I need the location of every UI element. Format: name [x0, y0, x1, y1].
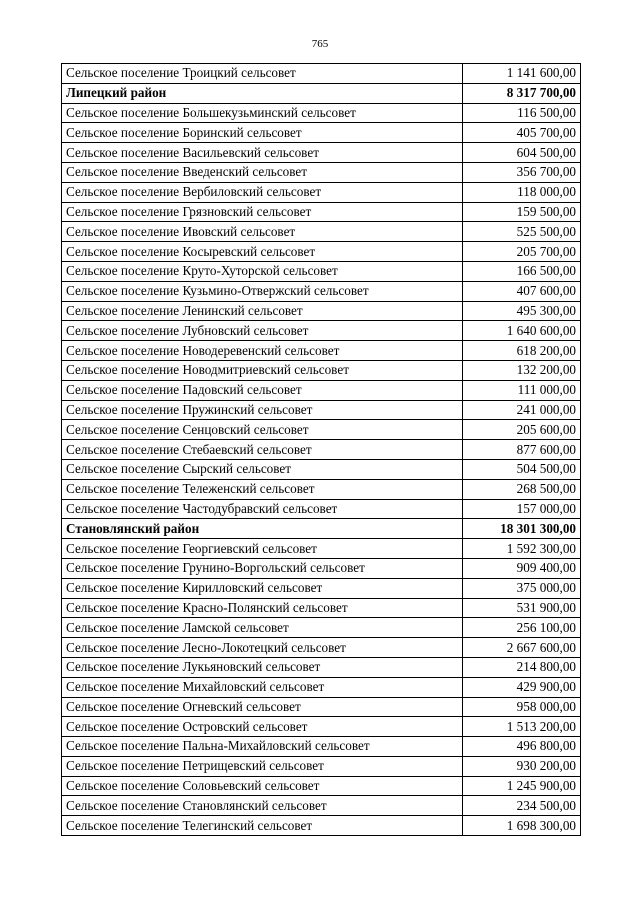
- amount-cell: 241 000,00: [463, 400, 581, 420]
- settlement-name-cell: Сельское поселение Новодмитриевский сельсовет: [62, 360, 463, 380]
- amount-cell: 159 500,00: [463, 202, 581, 222]
- amount-cell: 930 200,00: [463, 756, 581, 776]
- settlement-name-cell: Сельское поселение Георгиевский сельсовет: [62, 539, 463, 559]
- settlement-name-cell: Сельское поселение Новодеревенский сельсовет: [62, 341, 463, 361]
- amount-cell: 429 900,00: [463, 677, 581, 697]
- amount-cell: 118 000,00: [463, 182, 581, 202]
- settlement-name-cell: Сельское поселение Боринский сельсовет: [62, 123, 463, 143]
- table-row: [62, 756, 581, 776]
- table-row: [62, 143, 581, 163]
- settlement-name-cell: Сельское поселение Введенский сельсовет: [62, 162, 463, 182]
- table-row: [62, 281, 581, 301]
- settlement-name-cell: Сельское поселение Лукьяновский сельсовет: [62, 657, 463, 677]
- table-row: [62, 222, 581, 242]
- table-row: [62, 301, 581, 321]
- amount-cell: 1 698 300,00: [463, 816, 581, 836]
- table-row: [62, 242, 581, 262]
- amount-cell: 234 500,00: [463, 796, 581, 816]
- amount-cell: 1 640 600,00: [463, 321, 581, 341]
- table-row: [62, 816, 581, 836]
- settlement-name-cell: Сельское поселение Михайловский сельсовет: [62, 677, 463, 697]
- table-row: [62, 499, 581, 519]
- settlement-name-cell: Сельское поселение Ламской сельсовет: [62, 618, 463, 638]
- amount-cell: 495 300,00: [463, 301, 581, 321]
- amount-cell: 958 000,00: [463, 697, 581, 717]
- settlement-name-cell: Сельское поселение Лесно-Локотецкий сельсовет: [62, 638, 463, 658]
- settlement-name-cell: Сельское поселение Становлянский сельсовет: [62, 796, 463, 816]
- table-row: [62, 162, 581, 182]
- settlement-name-cell: Сельское поселение Лубновский сельсовет: [62, 321, 463, 341]
- page-number: 765: [311, 38, 329, 50]
- table-row: [62, 202, 581, 222]
- settlement-name-cell: Сельское поселение Огневский сельсовет: [62, 697, 463, 717]
- district-amount-cell: 18 301 300,00: [463, 519, 581, 539]
- table-row: [62, 360, 581, 380]
- settlement-name-cell: Сельское поселение Пальна-Михайловский сельсовет: [62, 737, 463, 757]
- table-row: [62, 459, 581, 479]
- table-row: [62, 400, 581, 420]
- table-row: [62, 123, 581, 143]
- amount-cell: 1 245 900,00: [463, 776, 581, 796]
- settlement-name-cell: Сельское поселение Петрищевский сельсовет: [62, 756, 463, 776]
- table-row: [62, 539, 581, 559]
- settlement-name-cell: Сельское поселение Кузьмино-Отвержский сельсовет: [62, 281, 463, 301]
- amount-cell: 525 500,00: [463, 222, 581, 242]
- amount-cell: 909 400,00: [463, 558, 581, 578]
- table-row: [62, 341, 581, 361]
- settlement-name-cell: Сельское поселение Кирилловский сельсовет: [62, 578, 463, 598]
- budget-table: [61, 63, 581, 836]
- table-row: [62, 103, 581, 123]
- table-row: [62, 420, 581, 440]
- settlement-name-cell: Сельское поселение Островский сельсовет: [62, 717, 463, 737]
- settlement-name-cell: Сельское поселение Ивовский сельсовет: [62, 222, 463, 242]
- table-row: [62, 598, 581, 618]
- amount-cell: 2 667 600,00: [463, 638, 581, 658]
- table-row: [62, 717, 581, 737]
- table-row: [62, 677, 581, 697]
- amount-cell: 205 700,00: [463, 242, 581, 262]
- district-row: [62, 519, 581, 539]
- settlement-name-cell: Сельское поселение Ленинский сельсовет: [62, 301, 463, 321]
- settlement-name-cell: Сельское поселение Красно-Полянский сельсовет: [62, 598, 463, 618]
- amount-cell: 618 200,00: [463, 341, 581, 361]
- amount-cell: 877 600,00: [463, 440, 581, 460]
- amount-cell: 407 600,00: [463, 281, 581, 301]
- table-row: [62, 657, 581, 677]
- settlement-name-cell: Сельское поселение Круто-Хуторской сельсовет: [62, 261, 463, 281]
- settlement-name-cell: Сельское поселение Стебаевский сельсовет: [62, 440, 463, 460]
- amount-cell: 111 000,00: [463, 380, 581, 400]
- settlement-name-cell: Сельское поселение Пружинский сельсовет: [62, 400, 463, 420]
- amount-cell: 116 500,00: [463, 103, 581, 123]
- district-name-cell: Липецкий район: [62, 83, 463, 103]
- district-row: [62, 83, 581, 103]
- settlement-name-cell: Сельское поселение Вербиловский сельсовет: [62, 182, 463, 202]
- amount-cell: 1 592 300,00: [463, 539, 581, 559]
- table-row: [62, 638, 581, 658]
- settlement-name-cell: Сельское поселение Соловьевский сельсовет: [62, 776, 463, 796]
- amount-cell: 268 500,00: [463, 479, 581, 499]
- settlement-name-cell: Сельское поселение Телегинский сельсовет: [62, 816, 463, 836]
- amount-cell: 256 100,00: [463, 618, 581, 638]
- amount-cell: 375 000,00: [463, 578, 581, 598]
- amount-cell: 405 700,00: [463, 123, 581, 143]
- amount-cell: 166 500,00: [463, 261, 581, 281]
- settlement-name-cell: Сельское поселение Троицкий сельсовет: [62, 64, 463, 84]
- settlement-name-cell: Сельское поселение Грязновский сельсовет: [62, 202, 463, 222]
- table-row: [62, 380, 581, 400]
- amount-cell: 157 000,00: [463, 499, 581, 519]
- table-body: [62, 64, 581, 836]
- table-row: [62, 796, 581, 816]
- table-row: [62, 558, 581, 578]
- settlement-name-cell: Сельское поселение Косыревский сельсовет: [62, 242, 463, 262]
- table-row: [62, 697, 581, 717]
- table-row: [62, 440, 581, 460]
- amount-cell: 531 900,00: [463, 598, 581, 618]
- table-row: [62, 182, 581, 202]
- district-name-cell: Становлянский район: [62, 519, 463, 539]
- settlement-name-cell: Сельское поселение Грунино-Воргольский сельсовет: [62, 558, 463, 578]
- settlement-name-cell: Сельское поселение Тележенский сельсовет: [62, 479, 463, 499]
- amount-cell: 205 600,00: [463, 420, 581, 440]
- amount-cell: 604 500,00: [463, 143, 581, 163]
- amount-cell: 1 513 200,00: [463, 717, 581, 737]
- table-row: [62, 261, 581, 281]
- table-row: [62, 776, 581, 796]
- amount-cell: 214 800,00: [463, 657, 581, 677]
- table-row: [62, 64, 581, 84]
- settlement-name-cell: Сельское поселение Частодубравский сельсовет: [62, 499, 463, 519]
- settlement-name-cell: Сельское поселение Сырский сельсовет: [62, 459, 463, 479]
- settlement-name-cell: Сельское поселение Сенцовский сельсовет: [62, 420, 463, 440]
- table-row: [62, 737, 581, 757]
- settlement-name-cell: Сельское поселение Падовский сельсовет: [62, 380, 463, 400]
- table-row: [62, 618, 581, 638]
- table-row: [62, 578, 581, 598]
- amount-cell: 356 700,00: [463, 162, 581, 182]
- settlement-name-cell: Сельское поселение Васильевский сельсовет: [62, 143, 463, 163]
- amount-cell: 132 200,00: [463, 360, 581, 380]
- settlement-name-cell: Сельское поселение Большекузьминский сельсовет: [62, 103, 463, 123]
- amount-cell: 1 141 600,00: [463, 64, 581, 84]
- table-row: [62, 479, 581, 499]
- table-row: [62, 321, 581, 341]
- district-amount-cell: 8 317 700,00: [463, 83, 581, 103]
- amount-cell: 496 800,00: [463, 737, 581, 757]
- amount-cell: 504 500,00: [463, 459, 581, 479]
